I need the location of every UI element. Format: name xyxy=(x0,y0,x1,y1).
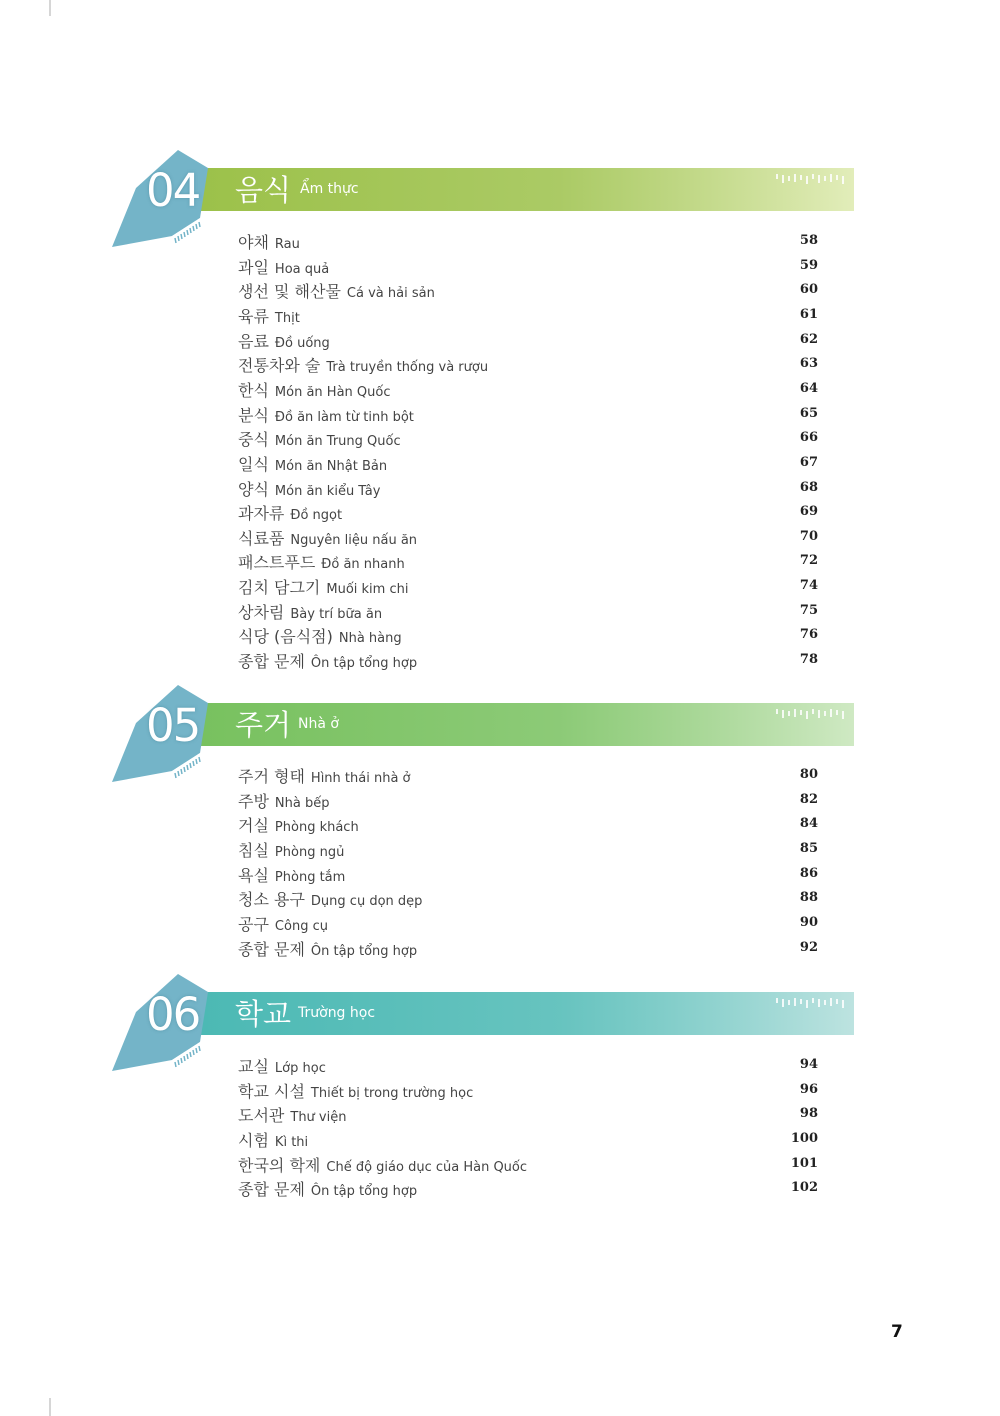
toc-entry[interactable] xyxy=(238,789,818,813)
toc-entry[interactable] xyxy=(238,764,818,788)
entry-title-vietnamese: Cá và hải sản xyxy=(346,286,435,302)
toc-entry[interactable] xyxy=(238,1177,818,1201)
entry-title-korean: 과일 xyxy=(238,257,269,277)
entry-title-korean: 종합 문제 xyxy=(238,652,305,671)
toc-entry[interactable] xyxy=(238,575,818,599)
toc-entry[interactable] xyxy=(238,624,818,648)
entry-title-korean: 식료품 xyxy=(238,528,285,548)
entry-page-number: 69 xyxy=(799,504,818,520)
section-number: 04 xyxy=(146,164,200,217)
toc-entry[interactable] xyxy=(238,912,818,936)
entry-page-number: 96 xyxy=(799,1081,818,1097)
entry-title-korean: 종합 문제 xyxy=(238,1180,305,1200)
section-title-vietnamese: Nhà ở xyxy=(298,716,339,732)
entry-page-number: 60 xyxy=(799,282,818,298)
toc-entry[interactable] xyxy=(238,1128,818,1152)
entry-title-vietnamese: Rau xyxy=(274,237,300,252)
toc-entry[interactable] xyxy=(238,813,818,837)
entry-title-vietnamese: Thư viện xyxy=(290,1110,347,1126)
entry-page-number: 88 xyxy=(799,890,818,906)
scan-edge-mark xyxy=(49,1398,51,1416)
entry-title-vietnamese: Phòng ngủ xyxy=(274,844,345,860)
entry-title-korean: 종합 문제 xyxy=(238,939,305,959)
entry-title-korean: 상차림 xyxy=(238,602,285,622)
entry-title-korean: 주거 형태 xyxy=(238,767,305,786)
entry-page-number: 66 xyxy=(799,430,818,446)
entry-page-number: 85 xyxy=(799,840,818,856)
entry-title-vietnamese: Đồ ngọt xyxy=(290,508,343,524)
entry-title-vietnamese: Trà truyền thống và rượu xyxy=(326,360,489,376)
section-title-korean: 주거 xyxy=(235,708,292,742)
entry-page-number: 59 xyxy=(799,257,818,273)
entry-page-number: 63 xyxy=(799,356,818,372)
entry-title-vietnamese: Thiết bị trong trường học xyxy=(310,1085,474,1101)
entry-page-number: 100 xyxy=(790,1130,818,1146)
entry-title-vietnamese: Hoa quả xyxy=(274,261,330,277)
toc-entry[interactable] xyxy=(238,403,818,427)
entry-page-number: 68 xyxy=(799,479,818,495)
entry-title-vietnamese: Món ăn kiểu Tây xyxy=(274,483,381,499)
toc-entry[interactable] xyxy=(238,501,818,525)
entry-page-number: 90 xyxy=(799,914,818,930)
section-title-korean: 음식 xyxy=(235,173,292,207)
entry-title-korean: 교실 xyxy=(238,1057,269,1076)
toc-entry[interactable] xyxy=(238,550,818,574)
toc-entry[interactable] xyxy=(238,255,818,279)
entry-title-vietnamese: Ôn tập tổng hợp xyxy=(310,1184,418,1200)
toc-entry[interactable] xyxy=(238,887,818,911)
entry-title-korean: 한국의 학제 xyxy=(238,1155,321,1175)
toc-entry[interactable] xyxy=(238,1054,818,1078)
entry-title-vietnamese: Món ăn Nhật Bản xyxy=(274,458,388,474)
entry-title-vietnamese: Nhà bếp xyxy=(274,795,330,811)
entry-title-korean: 청소 용구 xyxy=(238,890,305,910)
page-number: 7 xyxy=(891,1322,903,1342)
entry-title-korean: 김치 담그기 xyxy=(238,578,321,598)
entry-title-vietnamese: Thịt xyxy=(274,310,300,326)
entry-title-vietnamese: Muối kim chi xyxy=(326,582,409,598)
entry-title-vietnamese: Dụng cụ dọn dẹp xyxy=(310,894,423,910)
entry-title-korean: 침실 xyxy=(238,840,269,860)
entry-title-korean: 도서관 xyxy=(238,1106,285,1126)
entry-title-korean: 일식 xyxy=(238,454,269,474)
entry-page-number: 94 xyxy=(799,1057,818,1072)
entry-title-vietnamese: Bày trí bữa ăn xyxy=(290,606,383,622)
entry-page-number: 70 xyxy=(799,528,818,544)
toc-entry[interactable] xyxy=(238,304,818,328)
entry-title-korean: 육류 xyxy=(238,306,269,326)
toc-entry[interactable] xyxy=(238,427,818,451)
section-banner xyxy=(200,168,854,211)
entry-page-number: 102 xyxy=(790,1180,818,1196)
toc-entry[interactable] xyxy=(238,1079,818,1103)
entry-title-vietnamese: Đồ ăn nhanh xyxy=(321,557,405,573)
toc-entry[interactable] xyxy=(238,526,818,550)
toc-entry[interactable] xyxy=(238,353,818,377)
toc-entry[interactable] xyxy=(238,477,818,501)
entry-title-korean: 욕실 xyxy=(238,865,269,885)
toc-entry[interactable] xyxy=(238,230,818,254)
entry-page-number: 58 xyxy=(799,233,818,248)
entry-title-vietnamese: Chế độ giáo dục của Hàn Quốc xyxy=(326,1159,528,1175)
toc-entry[interactable] xyxy=(238,279,818,303)
entry-page-number: 80 xyxy=(799,767,818,782)
entry-title-vietnamese: Phòng tắm xyxy=(274,869,346,885)
entry-page-number: 65 xyxy=(799,405,818,421)
entry-title-korean: 양식 xyxy=(238,479,269,499)
entry-title-korean: 음료 xyxy=(238,331,269,351)
section-number: 06 xyxy=(146,988,200,1041)
section-title-vietnamese: Ẩm thực xyxy=(300,181,359,197)
entry-title-vietnamese: Kì thi xyxy=(274,1134,309,1150)
entry-page-number: 76 xyxy=(799,627,818,643)
section-number: 05 xyxy=(146,699,200,752)
entry-page-number: 78 xyxy=(799,652,818,667)
entry-title-korean: 전통차와 술 xyxy=(238,356,321,376)
entry-title-korean: 분식 xyxy=(238,405,269,425)
entry-title-vietnamese: Nhà hàng xyxy=(338,631,402,647)
toc-entry[interactable] xyxy=(238,838,818,862)
section-title-korean: 학교 xyxy=(235,997,292,1031)
entry-title-vietnamese: Món ăn Trung Quốc xyxy=(274,434,401,450)
entry-page-number: 86 xyxy=(799,865,818,881)
entry-title-korean: 생선 및 해산물 xyxy=(238,282,341,302)
entry-title-korean: 주방 xyxy=(238,791,269,811)
toc-entry[interactable] xyxy=(238,1103,818,1127)
scan-edge-mark xyxy=(49,0,51,16)
toc-entry[interactable] xyxy=(238,378,818,402)
toc-entry[interactable] xyxy=(238,863,818,887)
entry-title-korean: 한식 xyxy=(238,380,269,400)
entry-title-vietnamese: Đồ uống xyxy=(274,335,330,351)
entry-title-korean: 학교 시설 xyxy=(238,1081,305,1101)
toc-entry[interactable] xyxy=(238,600,818,624)
entry-title-korean: 식당 (음식점) xyxy=(238,627,333,647)
entry-title-vietnamese: Nguyên liệu nấu ăn xyxy=(290,532,418,548)
entry-title-vietnamese: Phòng khách xyxy=(274,820,359,836)
entry-page-number: 74 xyxy=(799,578,818,594)
entry-title-vietnamese: Công cụ xyxy=(274,918,328,934)
entry-page-number: 64 xyxy=(799,380,818,396)
entry-page-number: 67 xyxy=(799,454,818,470)
entry-page-number: 72 xyxy=(799,553,818,569)
entry-title-vietnamese: Hình thái nhà ở xyxy=(310,771,411,786)
toc-entry[interactable] xyxy=(238,937,818,961)
entry-title-vietnamese: Món ăn Hàn Quốc xyxy=(274,384,391,400)
toc-entry[interactable] xyxy=(238,329,818,353)
entry-title-korean: 야채 xyxy=(238,233,269,252)
entry-title-korean: 공구 xyxy=(238,914,269,934)
entry-page-number: 98 xyxy=(799,1106,818,1122)
entry-title-vietnamese: Ôn tập tổng hợp xyxy=(310,656,418,671)
entry-page-number: 61 xyxy=(799,306,818,322)
entry-title-vietnamese: Đồ ăn làm từ tinh bột xyxy=(274,409,414,425)
entry-page-number: 101 xyxy=(790,1155,818,1171)
entry-page-number: 62 xyxy=(799,331,818,347)
entry-title-korean: 패스트푸드 xyxy=(238,553,316,573)
toc-entry[interactable] xyxy=(238,452,818,476)
entry-title-korean: 시험 xyxy=(238,1130,269,1150)
entry-page-number: 92 xyxy=(799,939,818,955)
entry-title-korean: 과자류 xyxy=(238,504,285,524)
entry-title-vietnamese: Ôn tập tổng hợp xyxy=(310,943,418,959)
section-title-vietnamese: Trường học xyxy=(298,1005,376,1021)
toc-entry[interactable] xyxy=(238,1153,818,1177)
entry-title-korean: 중식 xyxy=(238,430,269,450)
toc-entry[interactable] xyxy=(238,649,818,673)
entry-title-korean: 거실 xyxy=(238,816,269,836)
entry-page-number: 84 xyxy=(799,816,818,832)
entry-title-vietnamese: Lớp học xyxy=(274,1061,326,1076)
entry-page-number: 82 xyxy=(799,791,818,807)
entry-page-number: 75 xyxy=(799,602,818,618)
